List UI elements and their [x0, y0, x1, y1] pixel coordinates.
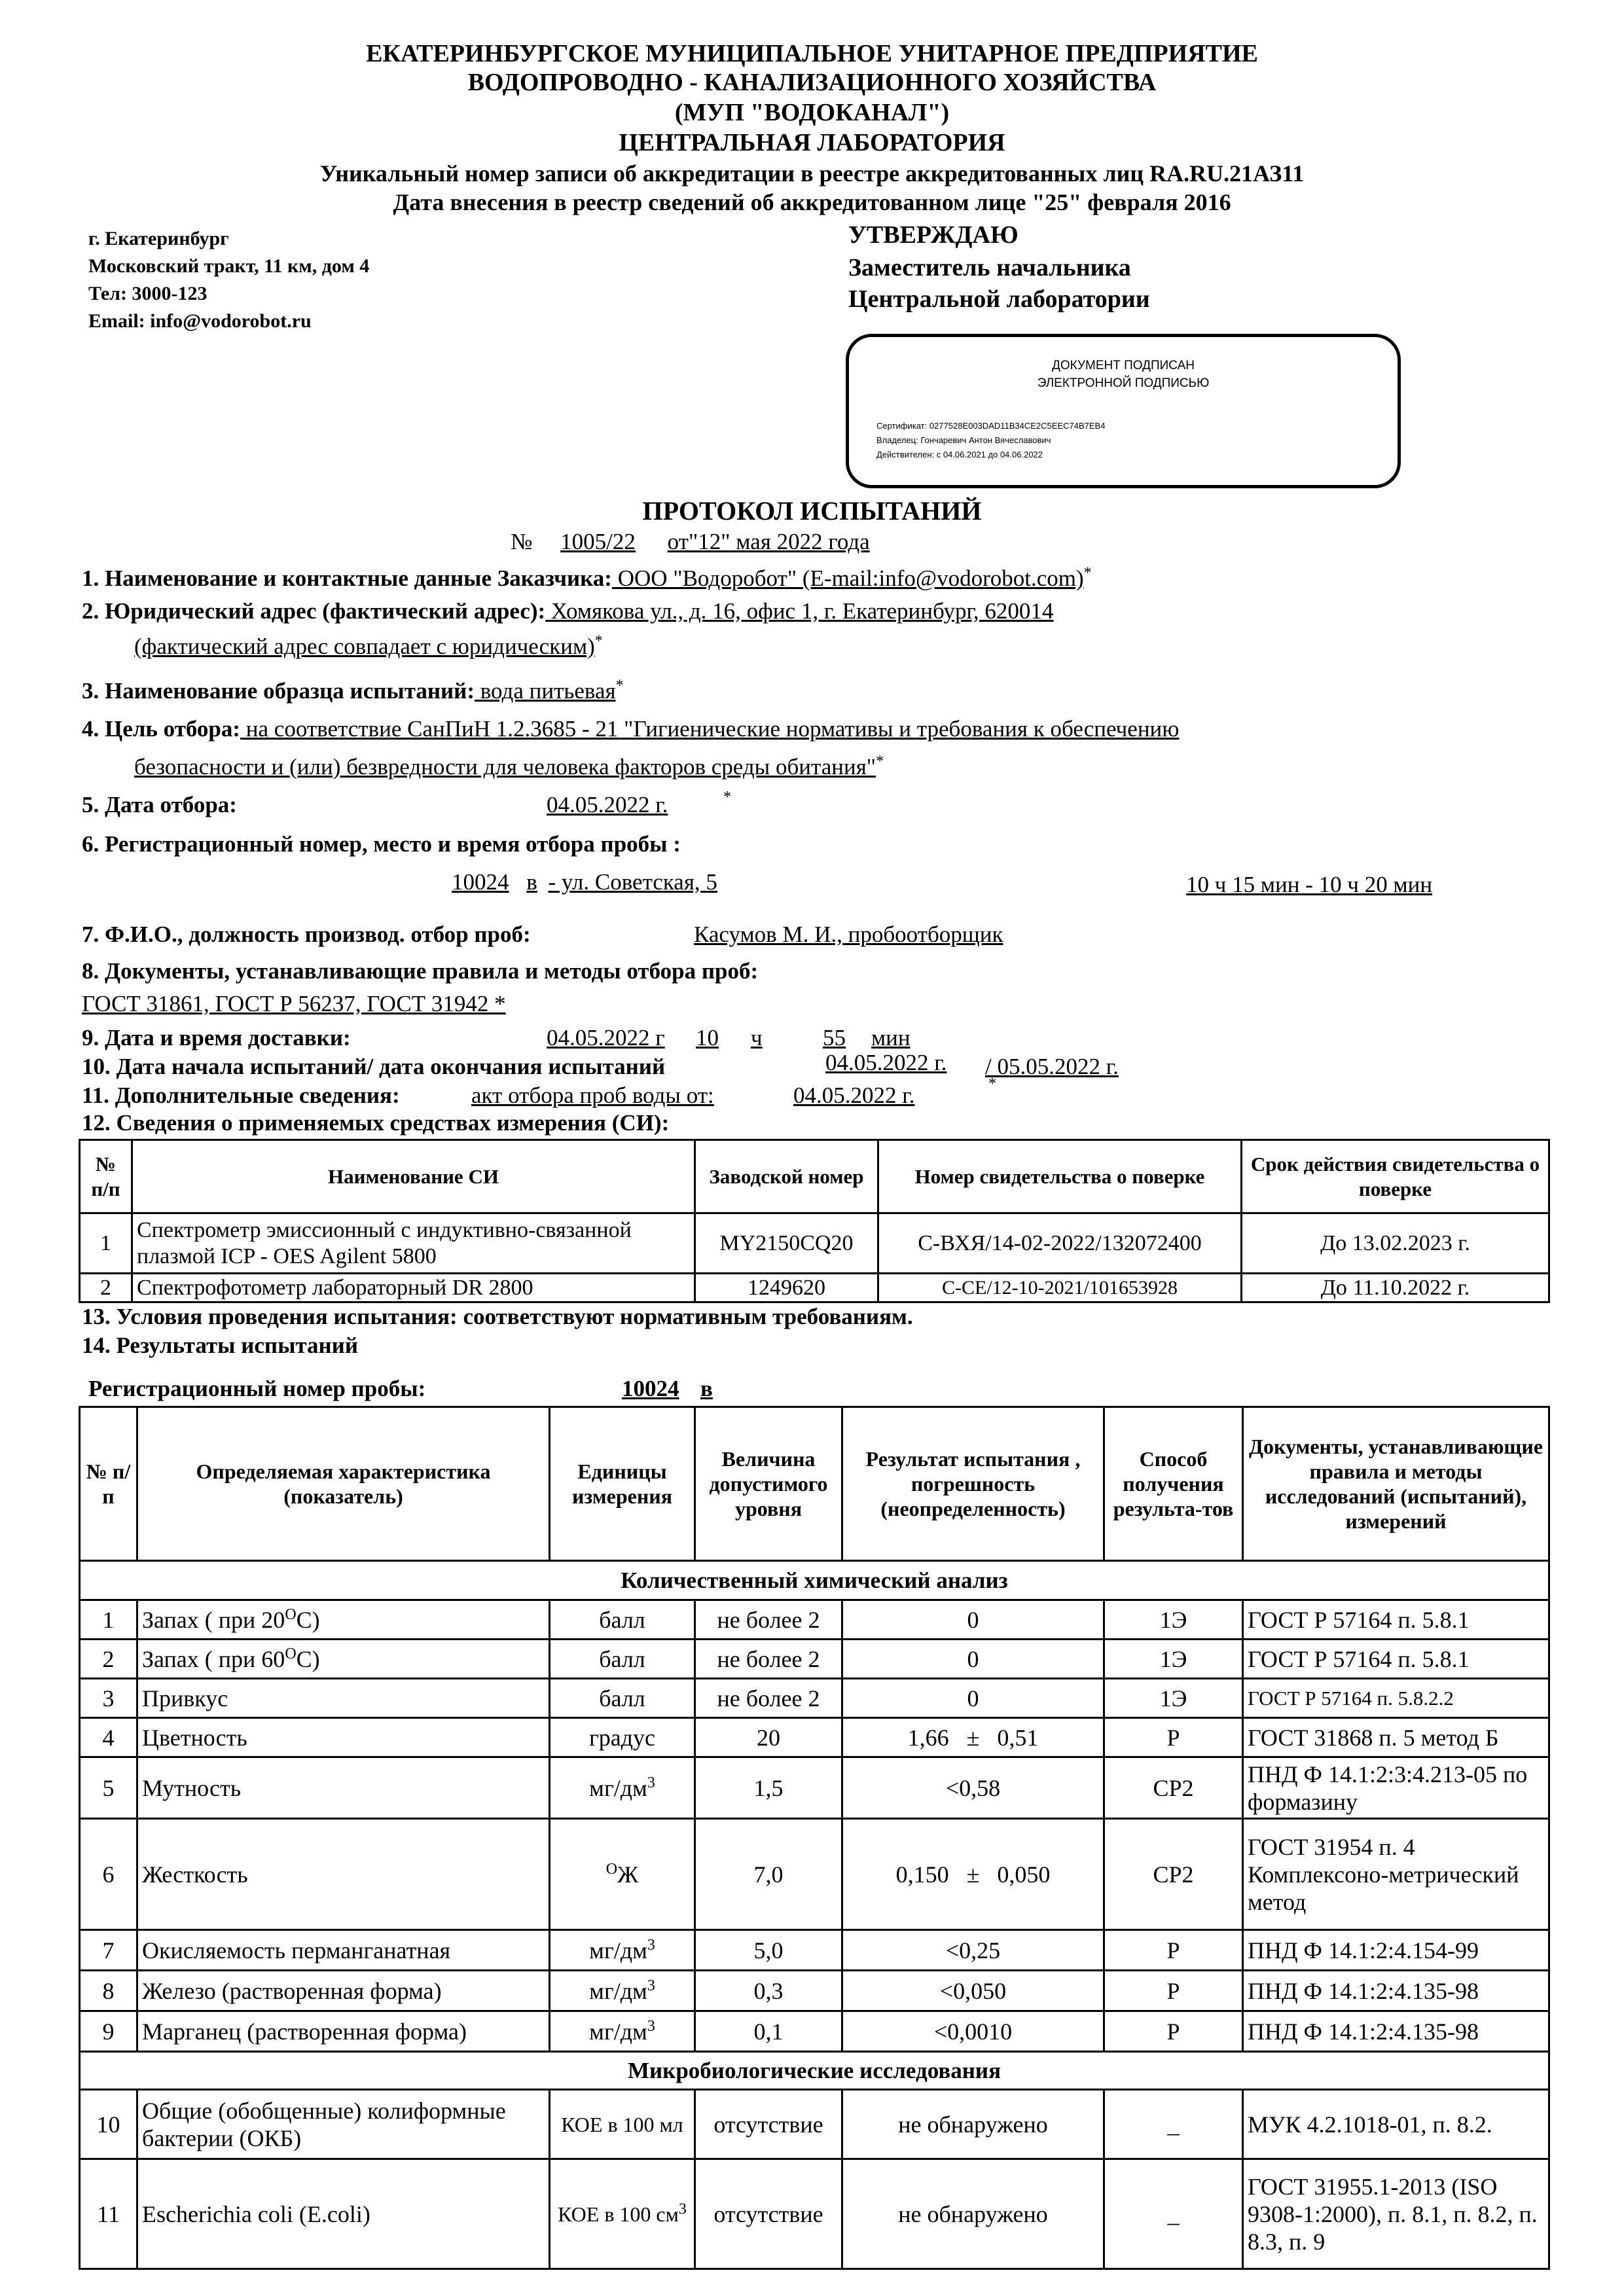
row-limit: не более 2 [695, 1600, 842, 1640]
results-table-header [80, 1407, 1549, 1561]
field-sampling-date-label: 5. Дата отбора: [82, 792, 237, 817]
row-document: ПНД Ф 14.1:2:4.135-98 [1243, 1971, 1549, 2011]
degree-mark: О [285, 1645, 297, 1662]
field-customer [82, 564, 1092, 593]
row-limit: отсутствие [695, 2159, 842, 2269]
approval-line1: Заместитель начальника [848, 254, 1131, 281]
stamp-title1: ДОКУМЕНТ ПОДПИСАН [1052, 359, 1195, 372]
field-additional-date: 04.05.2022 г. [793, 1083, 915, 1108]
param-text-end: С) [296, 1645, 320, 1672]
si-row-name: Спектрофотометр лабораторный DR 2800 [132, 1274, 695, 1302]
org-short-name: (МУП "ВОДОКАНАЛ") [674, 99, 950, 126]
row-method: 1Э [1104, 1600, 1243, 1640]
hardness-degree-mark: О [605, 1860, 618, 1878]
row-parameter: Escherichia coli (E.coli) [137, 2159, 550, 2269]
field-delivery-label: 9. Дата и время доставки: [82, 1025, 351, 1050]
field-sampling-docs-value: ГОСТ 31861, ГОСТ Р 56237, ГОСТ 31942 * [82, 991, 506, 1016]
field-customer-label: 1. Наименование и контактные данные Заказчика: [82, 565, 612, 591]
row-method: Р [1104, 1930, 1243, 1971]
field-conditions: 13. Условия проведения испытания: соответствуют нормативным требованиям. [82, 1304, 913, 1329]
row-document: ГОСТ 31955.1-2013 (ISO 9308-1:2000), п. 8.1, п. 8.2, п. 8.3, п. 9 [1243, 2159, 1549, 2269]
row-result: не обнаружено [842, 2090, 1104, 2159]
test-end-date: / 05.05.2022 г. [985, 1054, 1119, 1079]
e-signature-stamp [846, 334, 1401, 488]
results-header-parameter: Определяемая характеристика (показатель) [137, 1407, 550, 1561]
results-header-documents: Документы, устанавливающие правила и методы исследований (испытаний), измерений [1243, 1407, 1549, 1561]
table-row [80, 1213, 1549, 1274]
table-row [80, 2011, 1549, 2052]
si-row-name: Спектрометр эмиссионный с индуктивно-связанной плазмой ICP - OES Agilent 5800 [132, 1213, 695, 1274]
field-test-dates-label: 10. Дата начала испытаний/ дата окончания испытаний [82, 1054, 666, 1079]
row-document: ГОСТ Р 57164 п. 5.8.1 [1243, 1600, 1549, 1640]
row-no: 1 [80, 1600, 137, 1640]
row-result: 0 [842, 1679, 1104, 1718]
approval-title: УТВЕРЖДАЮ [848, 221, 1019, 249]
unit-text: Ж [617, 1861, 639, 1888]
si-row-validity: До 13.02.2023 г. [1242, 1213, 1549, 1274]
address-email: Email: info@vodorobot.ru [88, 310, 312, 332]
row-result: <0,58 [842, 1757, 1104, 1819]
field-actual-address-note: (фактический адрес совпадает с юридическим) [134, 634, 595, 659]
sampling-time: 10 ч 15 мин - 10 ч 20 мин [1186, 872, 1433, 897]
sample-reg-label: Регистрационный номер пробы: [88, 1376, 426, 1401]
approval-line2: Центральной лаборатории [848, 285, 1150, 313]
section-row [80, 2052, 1549, 2090]
field-sampling-docs [82, 957, 758, 986]
si-header-validity: Срок действия свидетельства о поверке [1242, 1140, 1549, 1213]
row-method: Р [1104, 2011, 1243, 2052]
field-legal-address-label: 2. Юридический адрес (фактический адрес): [82, 598, 546, 624]
row-units [550, 1930, 695, 1971]
row-document: ПНД Ф 14.1:2:3:4.213-05 по формазину [1243, 1757, 1549, 1819]
protocol-title: ПРОТОКОЛ ИСПЫТАНИЙ [642, 496, 982, 526]
row-units [550, 1819, 695, 1930]
field-si-title: 12. Сведения о применяемых средствах измерения (СИ): [82, 1110, 670, 1136]
unit-text: мг/дм [589, 1937, 647, 1964]
stamp-owner: Владелец: Гончаревич Антон Вячеславович [876, 435, 1051, 445]
section-chemical: Количественный химический анализ [80, 1561, 1549, 1600]
row-method: _ [1104, 2159, 1243, 2269]
org-name-line2: ВОДОПРОВОДНО - КАНАЛИЗАЦИОННОГО ХОЗЯЙСТВА [467, 69, 1157, 96]
row-method: Р [1104, 1718, 1243, 1757]
table-row [80, 1718, 1549, 1757]
row-document: ПНД Ф 14.1:2:4.135-98 [1243, 2011, 1549, 2052]
registration-suffix: в [526, 869, 537, 895]
row-parameter: Жесткость [137, 1819, 550, 1930]
field-results-title: 14. Результаты испытаний [82, 1333, 359, 1358]
field-sampling-date-value: 04.05.2022 г. [547, 792, 668, 817]
row-no: 2 [80, 1640, 137, 1679]
results-table [79, 1406, 1550, 2270]
row-parameter: Привкус [137, 1679, 550, 1718]
address-city: г. Екатеринбург [88, 228, 229, 249]
section-row [80, 1561, 1549, 1600]
row-method: Р [1104, 1971, 1243, 2011]
row-limit: 0,1 [695, 2011, 842, 2052]
degree-mark: О [285, 1605, 297, 1623]
row-parameter [137, 1600, 550, 1640]
row-limit: 7,0 [695, 1819, 842, 1930]
sample-reg-number: 10024 [622, 1376, 679, 1401]
protocol-date-label: от [667, 529, 689, 554]
table-row [80, 1274, 1549, 1302]
row-units: градус [550, 1718, 695, 1757]
protocol-no-label: № [511, 529, 533, 554]
field-sampler-label: 7. Ф.И.О., должность производ. отбор проб: [82, 922, 531, 947]
row-method: _ [1104, 2090, 1243, 2159]
field-purpose [82, 715, 1179, 744]
row-units [550, 1757, 695, 1819]
table-row [80, 1930, 1549, 1971]
row-no: 10 [80, 2090, 137, 2159]
row-limit: не более 2 [695, 1679, 842, 1718]
row-result: не обнаружено [842, 2159, 1104, 2269]
unit-superscript: 3 [647, 1774, 655, 1791]
field-additional: 11. Дополнительные сведения: акт отбора проб воды от: 04.05.2022 г. * [82, 1081, 400, 1110]
table-row [80, 1600, 1549, 1640]
row-parameter: Мутность [137, 1757, 550, 1819]
field-sample-name [82, 677, 624, 706]
stamp-certificate: Сертификат: 0277528E003DAD11B34CE2C5EEC74B7EB4 [876, 421, 1106, 431]
field-sample-name-value: вода питьевая [475, 678, 616, 704]
row-parameter: Общие (обобщенные) колиформные бактерии (ОКБ) [137, 2090, 550, 2159]
field-additional-label: 11. Дополнительные сведения: [82, 1083, 400, 1108]
row-no: 11 [80, 2159, 137, 2269]
table-row [80, 1640, 1549, 1679]
accreditation-number: Уникальный номер записи об аккредитации в реестре аккредитованных лиц RA.RU.21АЗ11 [319, 160, 1305, 187]
row-units [550, 2159, 695, 2269]
section-microbiology: Микробиологические исследования [80, 2052, 1549, 2090]
results-header-units: Единицы измерения [550, 1407, 695, 1561]
table-row [80, 1819, 1549, 1930]
delivery-hour-unit: ч [751, 1025, 763, 1050]
row-no: 3 [80, 1679, 137, 1718]
delivery-minute-unit: мин [871, 1025, 911, 1050]
protocol-number-line [511, 528, 870, 556]
row-no: 8 [80, 1971, 137, 2011]
address-street: Московский тракт, 11 км, дом 4 [88, 255, 370, 277]
row-document: ГОСТ Р 57164 п. 5.8.1 [1243, 1640, 1549, 1679]
row-document: МУК 4.2.1018-01, п. 8.2. [1243, 2090, 1549, 2159]
unit-superscript: 3 [647, 1936, 655, 1954]
si-row-cert: С-ВХЯ/14-02-2022/132072400 [878, 1213, 1242, 1274]
si-header-serial: Заводской номер [695, 1140, 878, 1213]
field-actual-address [98, 632, 603, 661]
si-header-name: Наименование СИ [132, 1140, 695, 1213]
results-header-no: № п/п [80, 1407, 137, 1561]
row-result: <0,0010 [842, 2011, 1104, 2052]
asterisk: * [1083, 564, 1092, 582]
sample-reg-suffix: в [700, 1376, 713, 1401]
field-registration-label: 6. Регистрационный номер, место и время отбора пробы : [82, 831, 681, 857]
asterisk: * [615, 677, 624, 694]
param-text: Запах ( при 60 [142, 1645, 285, 1672]
unit-text: мг/дм [589, 1774, 647, 1801]
asterisk: * [594, 632, 603, 650]
si-header-no: № п/п [80, 1140, 132, 1213]
si-table-header [80, 1140, 1549, 1213]
row-document: ГОСТ Р 57164 п. 5.8.2.2 [1243, 1679, 1549, 1718]
unit-text: КОЕ в 100 см [558, 2202, 679, 2226]
results-header-result: Результат испытания , погрешность (неопределенность) [842, 1407, 1104, 1561]
field-legal-address [82, 597, 1053, 626]
param-text: Запах ( при 20 [142, 1606, 285, 1633]
field-legal-address-value: Хомякова ул., д. 16, офис 1, г. Екатеринбург, 620014 [545, 598, 1054, 624]
si-row-cert: С-СЕ/12-10-2021/101653928 [878, 1274, 1242, 1302]
si-row-no: 2 [80, 1274, 132, 1302]
row-no: 4 [80, 1718, 137, 1757]
unit-text: мг/дм [589, 2018, 647, 2045]
field-test-dates [82, 1050, 1119, 1081]
row-document: ПНД Ф 14.1:2:4.154-99 [1243, 1930, 1549, 1971]
row-no: 6 [80, 1819, 137, 1930]
row-result: 0,150 ± 0,050 [842, 1819, 1104, 1930]
row-units: КОЕ в 100 мл [550, 2090, 695, 2159]
row-document: ГОСТ 31868 п. 5 метод Б [1243, 1718, 1549, 1757]
protocol-date: "12" мая 2022 года [688, 529, 870, 554]
unit-superscript: 3 [647, 2017, 655, 2035]
param-text-end: С) [296, 1606, 320, 1633]
row-limit: 1,5 [695, 1757, 842, 1819]
row-limit: 5,0 [695, 1930, 842, 1971]
table-row [80, 2090, 1549, 2159]
row-result: 0 [842, 1600, 1104, 1640]
registration-number: 10024 [452, 869, 509, 895]
results-header-method: Способ получения результа-тов [1104, 1407, 1243, 1561]
asterisk: * [876, 753, 884, 770]
table-row [80, 1679, 1549, 1718]
sample-reg-line [88, 1374, 713, 1403]
table-row [80, 1757, 1549, 1819]
row-limit: не более 2 [695, 1640, 842, 1679]
row-limit: отсутствие [695, 2090, 842, 2159]
field-purpose-label: 4. Цель отбора: [82, 716, 241, 742]
row-units [550, 2011, 695, 2052]
unit-superscript: 3 [678, 2200, 687, 2217]
field-delivery [82, 1024, 911, 1052]
row-units [550, 1971, 695, 2011]
row-result: <0,050 [842, 1971, 1104, 2011]
row-method: СР2 [1104, 1757, 1243, 1819]
unit-superscript: 3 [647, 1977, 655, 1994]
si-table [79, 1139, 1550, 1303]
si-header-cert: Номер свидетельства о поверке [878, 1140, 1242, 1213]
field-sampling-date: 5. Дата отбора: 04.05.2022 г. * [82, 791, 237, 819]
row-limit: 0,3 [695, 1971, 842, 2011]
delivery-minute: 55 [823, 1025, 846, 1050]
row-parameter: Окисляемость перманганатная [137, 1930, 550, 1971]
field-sampling-docs-label: 8. Документы, устанавливающие правила и методы отбора проб: [82, 958, 759, 984]
row-document: ГОСТ 31954 п. 4 Комплексоно-метрический метод [1243, 1819, 1549, 1930]
row-parameter: Цветность [137, 1718, 550, 1757]
table-row [80, 2159, 1549, 2269]
table-row [80, 1971, 1549, 2011]
test-start-date: 04.05.2022 г. [825, 1050, 947, 1075]
row-result: 1,66 ± 0,51 [842, 1718, 1104, 1757]
row-result: <0,25 [842, 1930, 1104, 1971]
row-limit: 20 [695, 1718, 842, 1757]
row-result: 0 [842, 1640, 1104, 1679]
accreditation-date: Дата внесения в реестр сведений об аккредитованном лице "25" февраля 2016 [393, 189, 1231, 215]
delivery-hour: 10 [696, 1025, 719, 1050]
field-purpose-cont [98, 753, 884, 781]
stamp-validity: Действителен: с 04.06.2021 до 04.06.2022 [876, 450, 1043, 459]
field-registration [82, 830, 681, 859]
stamp-title2: ЭЛЕКТРОННОЙ ПОДПИСЬЮ [1037, 376, 1210, 390]
row-units: балл [550, 1679, 695, 1718]
field-purpose-value: на соответствие СанПиН 1.2.3685 - 21 "Гигиенические нормативы и требования к обеспечению [240, 716, 1180, 742]
row-parameter [137, 1640, 550, 1679]
row-units: балл [550, 1600, 695, 1640]
si-row-serial: MY2150CQ20 [695, 1213, 878, 1274]
row-method: СР2 [1104, 1819, 1243, 1930]
unit-text: мг/дм [589, 1977, 647, 2004]
si-row-no: 1 [80, 1213, 132, 1274]
row-units: балл [550, 1640, 695, 1679]
address-phone: Тел: 3000-123 [88, 283, 208, 304]
lab-name: ЦЕНТРАЛЬНАЯ ЛАБОРАТОРИЯ [619, 129, 1005, 156]
si-row-validity: До 11.10.2022 г. [1242, 1274, 1549, 1302]
row-parameter: Железо (растворенная форма) [137, 1971, 550, 2011]
field-customer-value: ООО "Водоробот" (E-mail:info@vodorobot.com) [611, 565, 1084, 591]
field-sampler-value: Касумов М. И., пробоотборщик [694, 922, 1003, 947]
field-registration-value [452, 868, 717, 897]
row-parameter: Марганец (растворенная форма) [137, 2011, 550, 2052]
field-sample-name-label: 3. Наименование образца испытаний: [82, 678, 475, 704]
row-method: 1Э [1104, 1640, 1243, 1679]
field-sampler [82, 920, 1003, 949]
field-purpose-value2: безопасности и (или) безвредности для человека факторов среды обитания" [134, 754, 876, 780]
protocol-number: 1005/22 [560, 529, 636, 554]
delivery-date: 04.05.2022 г [547, 1025, 665, 1050]
row-no: 9 [80, 2011, 137, 2052]
row-no: 5 [80, 1757, 137, 1819]
row-method: 1Э [1104, 1679, 1243, 1718]
field-additional-value: акт отбора проб воды от: [471, 1083, 714, 1108]
sampling-place: - ул. Советская, 5 [548, 869, 717, 895]
results-header-limit: Величина допустимого уровня [695, 1407, 842, 1561]
row-no: 7 [80, 1930, 137, 1971]
org-name-line1: ЕКАТЕРИНБУРГСКОЕ МУНИЦИПАЛЬНОЕ УНИТАРНОЕ ПРЕДПРИЯТИЕ [366, 40, 1258, 67]
si-row-serial: 1249620 [695, 1274, 878, 1302]
